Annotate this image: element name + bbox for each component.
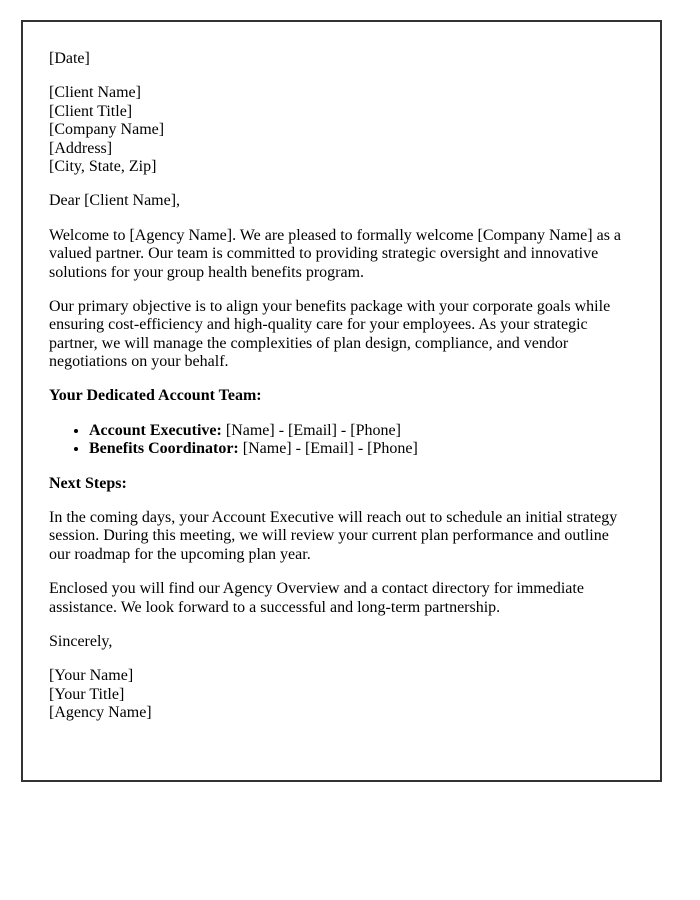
- recipient-city-state-zip: [City, State, Zip]: [49, 157, 157, 175]
- team-member-role: Account Executive:: [89, 421, 222, 439]
- team-member-role: Benefits Coordinator:: [89, 440, 239, 458]
- team-list: [49, 422, 634, 459]
- welcome-paragraph: Welcome to [Agency Name]. We are pleased to formally welcome [Company Name] as a valued partner. Our team is committed to providing strategic oversight and innovative solutions for your group health benefits program.: [49, 226, 622, 281]
- list-item: [89, 440, 634, 458]
- recipient-company: [Company Name]: [49, 121, 165, 139]
- recipient-block: [49, 84, 634, 176]
- signature-title: [Your Title]: [49, 685, 125, 703]
- next-steps-paragraph: In the coming days, your Account Executive will reach out to schedule an initial strategy session. During this meeting, we will review your current plan performance and outline our roadmap for the upcoming plan year.: [49, 509, 618, 563]
- closing-paragraph: Enclosed you will find our Agency Overview and a contact directory for immediate assistance. We look forward to a successful and long-term partnership.: [49, 580, 584, 616]
- list-item: [89, 422, 634, 440]
- signature-name: [Your Name]: [49, 667, 134, 685]
- signoff: Sincerely,: [49, 632, 113, 650]
- signature-block: [49, 667, 634, 722]
- objective-paragraph: Our primary objective is to align your benefits package with your corporate goals while ensuring cost-efficiency and high-quality care for your employees. As your strategic partner, we will manage the complexities of plan design, compliance, and vendor negotiations on your behalf.: [49, 297, 611, 371]
- date-line: [Date]: [49, 50, 90, 67]
- salutation: Dear [Client Name],: [49, 192, 181, 210]
- next-steps-heading: Next Steps:: [49, 474, 127, 492]
- team-member-details: [Name] - [Email] - [Phone]: [238, 440, 418, 458]
- recipient-title: [Client Title]: [49, 102, 133, 120]
- letter-page: [21, 20, 662, 782]
- recipient-address: [Address]: [49, 139, 113, 157]
- signature-agency: [Agency Name]: [49, 704, 152, 722]
- recipient-name: [Client Name]: [49, 84, 141, 102]
- team-heading: Your Dedicated Account Team:: [49, 387, 262, 405]
- team-member-details: [Name] - [Email] - [Phone]: [221, 421, 401, 439]
